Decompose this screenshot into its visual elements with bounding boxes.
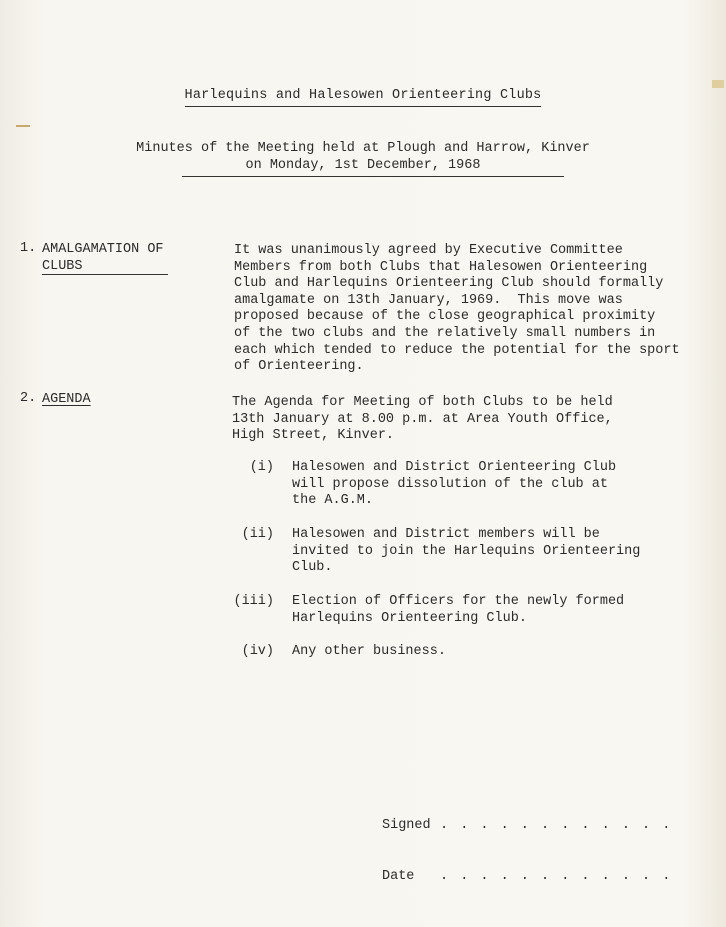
agenda-item-number: (iii) bbox=[233, 594, 274, 609]
subtitle-rule bbox=[182, 176, 564, 177]
document-title: Harlequins and Halesowen Orienteering Clubs bbox=[0, 88, 726, 103]
section-heading-line: AMALGAMATION OF bbox=[42, 242, 164, 257]
section-body: It was unanimously agreed by Executive Committee Members from both Clubs that Halesowen Orienteering Club and Harlequins Orienteering Club should formally amalgamate on 13th January, 1969. This move was proposed because of the close geographical proximity of the two clubs and the relatively small numbers in each which tended to reduce the potential for the sport of Orienteering. bbox=[234, 243, 680, 375]
signed-label: Signed bbox=[382, 818, 431, 833]
section-number: 2. bbox=[20, 391, 37, 406]
subtitle-line-2: on Monday, 1st December, 1968 bbox=[245, 158, 481, 173]
section-heading-rule bbox=[42, 274, 168, 275]
section-heading bbox=[42, 241, 164, 275]
agenda-item-text: Halesowen and District Orienteering Club will propose dissolution of the club at the A.G.M. bbox=[292, 460, 617, 509]
agenda-item-text: Any other business. bbox=[292, 644, 446, 659]
date-line: . . . . . . . . . . . . bbox=[440, 869, 673, 884]
section-number: 1. bbox=[20, 241, 37, 256]
signature-line: . . . . . . . . . . . . bbox=[440, 818, 673, 833]
agenda-item-text: Halesowen and District members will be invited to join the Harlequins Orienteering Club. bbox=[292, 527, 641, 576]
meeting-subtitle bbox=[0, 140, 726, 174]
section-heading-line: CLUBS bbox=[42, 259, 83, 274]
agenda-item-text: Election of Officers for the newly formed Harlequins Orienteering Club. bbox=[292, 594, 625, 626]
agenda-item-number: (i) bbox=[249, 460, 274, 475]
paper-mark bbox=[16, 125, 30, 127]
date-label: Date bbox=[382, 869, 415, 884]
agenda-item-number: (ii) bbox=[241, 527, 274, 542]
section-heading: AGENDA bbox=[42, 392, 91, 407]
paper-mark bbox=[712, 80, 724, 88]
subtitle-line-1: Minutes of the Meeting held at Plough and Harrow, Kinver bbox=[136, 141, 590, 156]
agenda-item-number: (iv) bbox=[241, 644, 274, 659]
section-body: The Agenda for Meeting of both Clubs to be held 13th January at 8.00 p.m. at Area Youth Office, High Street, Kinver. bbox=[232, 395, 613, 444]
